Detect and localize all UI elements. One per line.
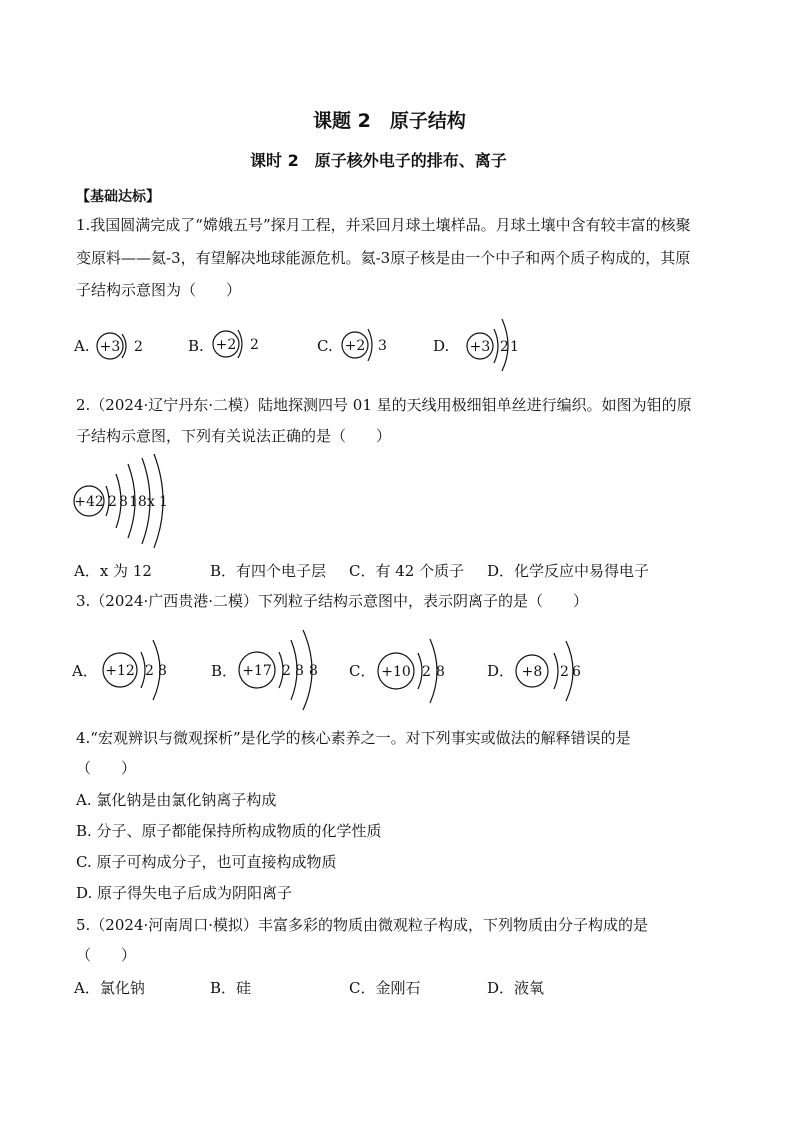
q5-option-d[interactable]: D．液氧: [487, 979, 545, 997]
question-4-line-2: （ ）: [76, 759, 137, 777]
q3-c-shell-1: 2: [422, 664, 431, 680]
q1-option-b-atom-diagram: [210, 324, 270, 364]
q2-nucleus-charge: +42: [74, 494, 104, 510]
q3-b-nucleus-charge: +17: [242, 663, 272, 679]
q1-d-shell-1: 2: [500, 339, 509, 355]
q2-shell-3: 18: [129, 494, 147, 510]
electron-shell-arc: [554, 653, 558, 689]
q3-c-nucleus-charge: +10: [381, 664, 411, 680]
q3-option-c-label[interactable]: C．: [349, 662, 376, 680]
q3-d-nucleus-charge: +8: [521, 664, 543, 680]
q4-option-a[interactable]: A. 氯化钠是由氯化钠离子构成: [76, 791, 277, 809]
q1-option-d-label[interactable]: D.: [433, 337, 450, 355]
question-1-line-3: 子结构示意图为（ ）: [76, 281, 242, 299]
q1-b-shell-1: 2: [250, 337, 259, 353]
q1-option-d-atom-diagram: [464, 315, 530, 371]
q3-option-b-label[interactable]: B．: [211, 662, 238, 680]
q4-option-c[interactable]: C. 原子可构成分子，也可直接构成物质: [76, 853, 337, 871]
q1-d-shell-2: 1: [510, 339, 519, 355]
section-label: 【基础达标】: [76, 189, 160, 205]
q2-shell-5: 1: [159, 494, 168, 510]
q5-option-a[interactable]: A．氯化钠: [74, 979, 145, 997]
q2-option-d[interactable]: D．化学反应中易得电子: [487, 562, 650, 580]
q1-option-a-atom-diagram: [94, 326, 154, 366]
question-5-line-2: （ ）: [76, 946, 137, 964]
question-2-line-1: 2.（2024·辽宁丹东·二模）陆地探测四号 01 星的天线用极细钼单丝进行编织。如图为钼的原: [76, 396, 692, 414]
question-1-line-2: 变原料——氦-3，有望解决地球能源危机。氦-3原子核是由一个中子和两个质子构成的，其原: [76, 249, 691, 267]
q3-a-nucleus-charge: +12: [105, 663, 135, 679]
q3-option-d-label[interactable]: D．: [487, 662, 515, 680]
question-4-line-1: 4.“宏观辨识与微观探析”是化学的核心素养之一。对下列事实或做法的解释错误的是: [76, 729, 631, 747]
q4-option-d[interactable]: D. 原子得失电子后成为阴阳离子: [76, 884, 293, 902]
q1-a-nucleus-charge: +3: [99, 339, 121, 355]
page-title: 课题 2 原子结构: [313, 110, 466, 132]
q1-a-shell-1: 2: [134, 339, 143, 355]
q3-d-shell-2: 6: [572, 664, 581, 680]
q2-shell-1: 2: [108, 494, 117, 510]
question-1-line-1: 1.我国圆满完成了“嫦娥五号”探月工程，并采回月球土壤样品。月球土壤中含有较丰富的核聚: [76, 216, 691, 234]
q2-option-b[interactable]: B．有四个电子层: [210, 562, 327, 580]
q3-c-shell-2: 8: [436, 664, 445, 680]
q4-option-b[interactable]: B. 分子、原子都能保持所构成物质的化学性质: [76, 822, 382, 840]
q1-b-nucleus-charge: +2: [215, 337, 237, 353]
q3-b-shell-3: 8: [309, 663, 318, 679]
question-3-line-1: 3.（2024·广西贵港·二模）下列粒子结构示意图中，表示阴离子的是（ ）: [76, 592, 589, 610]
q3-b-shell-2: 8: [295, 663, 304, 679]
lesson-subtitle: 课时 2 原子核外电子的排布、离子: [250, 151, 507, 170]
q3-option-b-atom-diagram: [237, 628, 333, 712]
q1-c-nucleus-charge: +2: [344, 338, 366, 354]
question-2-line-2: 子结构示意图，下列有关说法正确的是（ ）: [76, 427, 392, 445]
q3-a-shell-2: 8: [158, 663, 167, 679]
q5-option-c[interactable]: C．金刚石: [349, 979, 421, 997]
q3-a-shell-1: 2: [145, 663, 154, 679]
q2-molybdenum-atom-diagram: [72, 452, 182, 552]
q1-option-b-label[interactable]: B.: [188, 337, 204, 355]
q5-option-b[interactable]: B．硅: [210, 979, 252, 997]
electron-shell-arc: [368, 329, 372, 361]
q3-option-c-atom-diagram: [376, 633, 460, 709]
q1-option-c-atom-diagram: [339, 323, 399, 367]
q1-d-nucleus-charge: +3: [469, 339, 491, 355]
q2-shell-4: x: [147, 494, 155, 510]
q2-option-a[interactable]: A．x 为 12: [74, 562, 152, 580]
q3-b-shell-1: 2: [282, 663, 291, 679]
q2-option-c[interactable]: C．有 42 个质子: [349, 562, 465, 580]
q3-d-shell-1: 2: [560, 664, 569, 680]
q1-option-c-label[interactable]: C.: [317, 337, 333, 355]
q3-option-d-atom-diagram: [514, 635, 594, 707]
q1-c-shell-1: 3: [378, 338, 387, 354]
question-5-line-1: 5.（2024·河南周口·模拟）丰富多彩的物质由微观粒子构成，下列物质由分子构成的是: [76, 916, 649, 934]
q3-option-a-atom-diagram: [101, 634, 181, 706]
q1-option-a-label[interactable]: A.: [74, 337, 90, 355]
q2-shell-2: 8: [119, 494, 128, 510]
electron-shell-arc: [494, 329, 498, 363]
q3-option-a-label[interactable]: A．: [72, 662, 98, 680]
